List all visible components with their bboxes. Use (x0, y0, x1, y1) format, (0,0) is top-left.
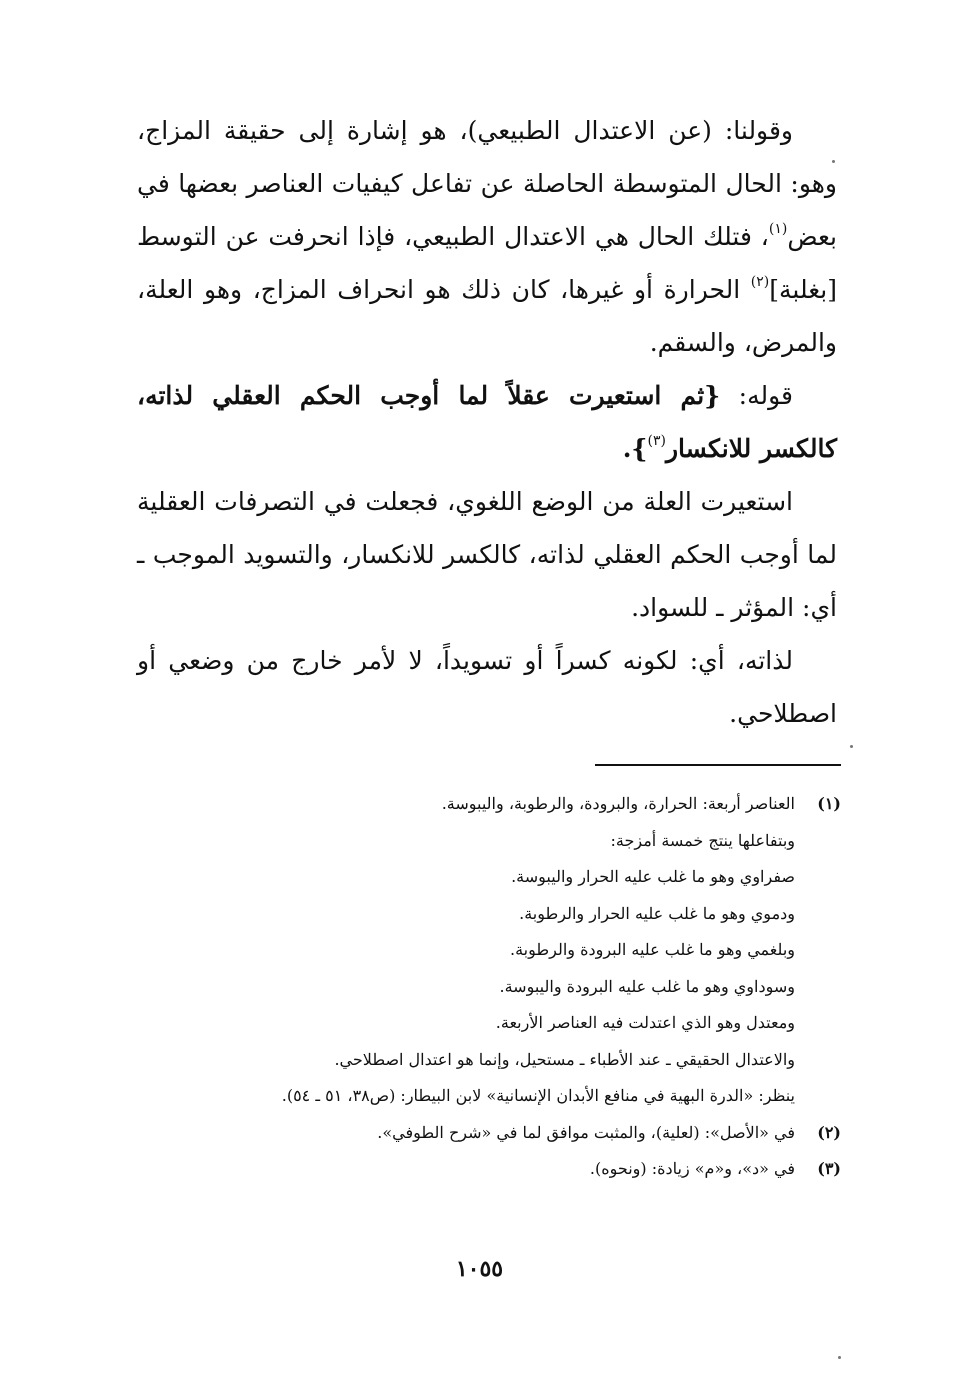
scan-speck (832, 160, 835, 163)
paragraph-1-text-2: ، فتلك الحال هي الاعتدال الطبيعي، فإذا انحرفت عن التوسط [بغلبة] (137, 222, 837, 304)
footnote-line: صفراوي وهو ما غلب عليه الحرار واليبوسة. (511, 867, 795, 886)
footnote-number: (٣) (817, 1159, 841, 1178)
paragraph-4 (137, 634, 837, 740)
footnote-body (161, 1115, 795, 1152)
paragraph-2 (137, 369, 837, 475)
footnote-body (161, 1151, 795, 1188)
paragraph-3 (137, 475, 837, 634)
footnote-ref-2: (٢) (750, 274, 770, 290)
footnote-ref-3: (٣) (647, 433, 666, 449)
paragraph-1-text-3: الحرارة أو غيرها، كان ذلك هو انحراف المزاج، وهو العلة، والمرض، والسقم. (137, 275, 837, 357)
footnote-2 (161, 1115, 841, 1152)
paragraph-4-text: لذاته، أي: لكونه كسراً أو تسويداً، لا لأمر خارج من وضعي أو اصطلاحي. (137, 646, 837, 728)
footnote-line: وبلغمي وهو ما غلب عليه البرودة والرطوبة. (510, 940, 795, 959)
footnote-1 (161, 786, 841, 1115)
page-number: ١٠٥٥ (455, 1256, 504, 1282)
footnote-line: في «د»، و«م» زيادة: (ونحوه). (589, 1159, 795, 1178)
scan-speck (850, 745, 853, 748)
footnote-line: وسوداوي وهو ما غلب عليه البرودة واليبوسة. (499, 976, 795, 996)
footnote-line: والاعتدال الحقيقي ـ عند الأطباء ـ مستحيل، وإنما هو اعتدال اصطلاحي. (334, 1049, 795, 1069)
main-text (137, 104, 837, 740)
footnote-line: ينظر: «الدرة البهية في منافع الأبدان الإنسانية» لابن البيطار: (ص٣٨، ٥١ ـ ٥٤). (281, 1086, 795, 1105)
paragraph-1-text: وقولنا: (عن الاعتدال الطبيعي)، هو إشارة إلى حقيقة المزاج، وهو: الحال المتوسطة الحاصلة عن تفاعل كيفيات العناصر بعضها في بعض (137, 116, 837, 251)
footnote-number: (١) (817, 794, 841, 813)
footnote-line: ومعتدل وهو الذي اعتدلت فيه العناصر الأربعة. (495, 1013, 795, 1032)
footnote-number: (٢) (817, 1122, 841, 1142)
footnote-separator (595, 764, 841, 766)
quote-end: }. (622, 434, 648, 463)
footnote-line: العناصر أربعة: الحرارة، والبرودة، والرطوبة، واليبوسة. (441, 794, 795, 813)
footnote-body (161, 786, 795, 1115)
footnote-ref-1: (١) (768, 221, 788, 237)
footnote-line: ودموي وهو ما غلب عليه الحرار والرطوبة. (519, 903, 795, 923)
footnote-line: وبتفاعلها ينتج خمسة أمزجة: (610, 830, 795, 850)
footnote-line: في «الأصل»: (لعلية)، والمثبت موافق لما في «شرح الطوفي». (377, 1122, 795, 1142)
footnote-3 (161, 1151, 841, 1188)
paragraph-1 (137, 104, 837, 369)
quote-lead: قوله: (720, 381, 793, 410)
scan-speck (838, 1356, 841, 1359)
paragraph-3-text: استعيرت العلة من الوضع اللغوي، فجعلت في التصرفات العقلية لما أوجب الحكم العقلي لذاته، كالكسر للانكسار، والتسويد الموجب ـ أي: المؤثر ـ للسواد. (137, 487, 837, 622)
footnotes (161, 786, 841, 1188)
quoted-text: {ثم استعيرت عقلاً لما أوجب الحكم العقلي لذاته، كالكسر للانكسار (137, 381, 837, 463)
